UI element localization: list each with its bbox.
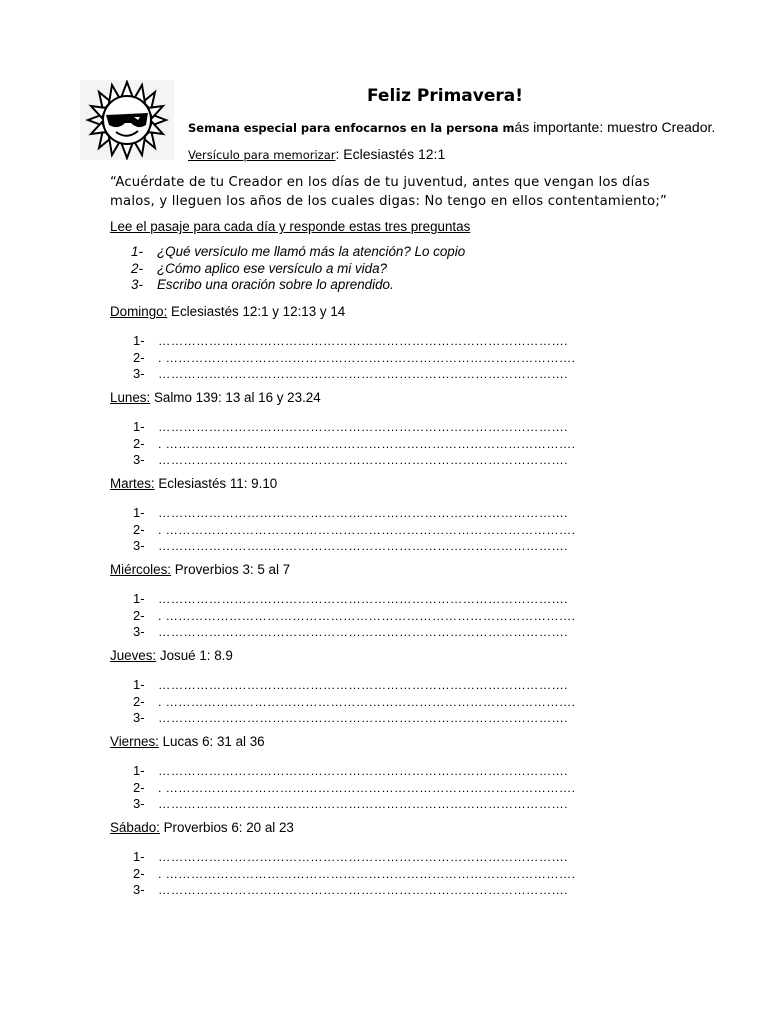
day-section [110, 819, 710, 899]
day-section [110, 561, 710, 641]
answer-line[interactable]: 3- ……………………………………………………………………………………. [133, 882, 568, 897]
answer-line[interactable]: 3- ……………………………………………………………………………………. [133, 624, 568, 639]
instructions: Lee el pasaje para cada día y responde estas tres preguntas [110, 219, 471, 234]
answer-line[interactable]: 1- ……………………………………………………………………………………. [133, 591, 568, 606]
question-list [131, 244, 465, 294]
answer-line[interactable]: 1- ……………………………………………………………………………………. [133, 677, 568, 692]
day-name: Jueves: [110, 648, 157, 663]
day-heading [110, 561, 710, 581]
answer-line[interactable]: 2- . ……………………………………………………………………………………. [133, 349, 576, 365]
question-item: 2- ¿Cómo aplico ese versículo a mi vida? [131, 260, 387, 276]
answer-lines [133, 419, 710, 469]
answer-line[interactable]: 2- . ……………………………………………………………………………………. [133, 693, 576, 709]
day-reading: Lucas 6: 31 al 36 [158, 734, 265, 749]
answer-line[interactable]: 1- ……………………………………………………………………………………. [133, 763, 568, 778]
answer-line[interactable]: 2- . ……………………………………………………………………………………. [133, 607, 576, 623]
day-section [110, 303, 710, 383]
day-reading: Proverbios 3: 5 al 7 [171, 562, 291, 577]
memory-verse-ref: : Eclesiastés 12:1 [335, 146, 446, 162]
day-section [110, 647, 710, 727]
memory-verse-label: Versículo para memorizar [188, 148, 336, 162]
subtitle [188, 119, 715, 135]
day-name: Miércoles: [110, 562, 172, 577]
memory-verse-reference [188, 146, 445, 162]
answer-line[interactable]: 1- ……………………………………………………………………………………. [133, 333, 568, 348]
day-reading: Proverbios 6: 20 al 23 [159, 820, 294, 835]
day-heading [110, 475, 710, 495]
verse-line: malos, y lleguen los años de los cuales digas: No tengo en ellos contentamiento;” [110, 194, 668, 209]
answer-lines [133, 677, 710, 727]
page-title: Feliz Primavera! [367, 86, 523, 106]
answer-line[interactable]: 2- . ……………………………………………………………………………………. [133, 865, 576, 881]
question-item: 3- Escribo una oración sobre lo aprendido. [131, 277, 394, 292]
answer-lines [133, 849, 710, 899]
question-item: 1- ¿Qué versículo me llamó más la atención? Lo copio [131, 244, 466, 259]
answer-lines [133, 505, 710, 555]
verse-quote [110, 173, 720, 211]
answer-line[interactable]: 3- ……………………………………………………………………………………. [133, 452, 568, 467]
answer-lines [133, 591, 710, 641]
subtitle-part-a: Semana especial para enfocarnos en la persona m [188, 121, 515, 135]
day-section [110, 389, 710, 469]
day-section [110, 733, 710, 813]
answer-line[interactable]: 2- . ……………………………………………………………………………………. [133, 521, 576, 537]
answer-line[interactable]: 2- . ……………………………………………………………………………………. [133, 435, 576, 451]
day-name: Viernes: [110, 734, 159, 749]
day-section [110, 475, 710, 555]
day-name: Martes: [110, 476, 155, 491]
day-reading: Josué 1: 8.9 [156, 648, 233, 663]
sun-with-sunglasses-icon [80, 80, 174, 160]
answer-line[interactable]: 2- . ……………………………………………………………………………………. [133, 779, 576, 795]
answer-line[interactable]: 1- ……………………………………………………………………………………. [133, 419, 568, 434]
answer-line[interactable]: 3- ……………………………………………………………………………………. [133, 538, 568, 553]
answer-lines [133, 763, 710, 813]
day-heading [110, 819, 710, 839]
answer-line[interactable]: 3- ……………………………………………………………………………………. [133, 710, 568, 725]
answer-line[interactable]: 1- ……………………………………………………………………………………. [133, 505, 568, 520]
verse-line: “Acuérdate de tu Creador en los días de tu juventud, antes que vengan los días [110, 175, 650, 190]
answer-line[interactable]: 3- ……………………………………………………………………………………. [133, 366, 568, 381]
day-heading [110, 303, 710, 323]
day-heading [110, 733, 710, 753]
day-reading: Salmo 139: 13 al 16 y 23.24 [150, 390, 321, 405]
day-name: Domingo: [110, 304, 168, 319]
day-reading: Eclesiastés 11: 9.10 [154, 476, 278, 491]
day-heading [110, 647, 710, 667]
day-heading [110, 389, 710, 409]
answer-lines [133, 333, 710, 383]
answer-line[interactable]: 1- ……………………………………………………………………………………. [133, 849, 568, 864]
subtitle-part-b: ás importante: muestro Creador. [514, 119, 716, 135]
day-name: Sábado: [110, 820, 160, 835]
day-name: Lunes: [110, 390, 151, 405]
day-reading: Eclesiastés 12:1 y 12:13 y 14 [167, 304, 346, 319]
answer-line[interactable]: 3- ……………………………………………………………………………………. [133, 796, 568, 811]
